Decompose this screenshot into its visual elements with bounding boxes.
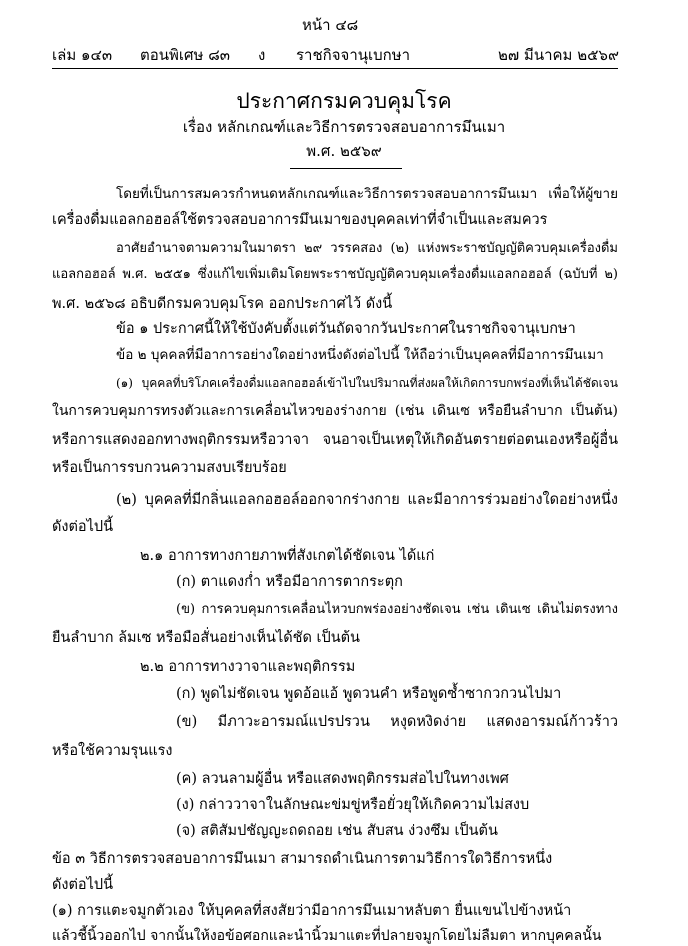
body-line: หรือเป็นการรบกวนความสงบเรียบร้อย	[52, 460, 287, 476]
body-line: ในการควบคุมการทรงตัวและการเคลื่อนไหวของร่างกาย (เช่น เดินเซ หรือยืนลำบาก เป็นต้น)	[52, 403, 618, 419]
body-line: ดังต่อไปนี้	[52, 519, 114, 535]
document-year: พ.ศ. ๒๕๖๙	[306, 142, 382, 160]
body-line: พ.ศ. ๒๕๖๘ อธิบดีกรมควบคุมโรค ออกประกาศไว้ ดังนี้	[52, 296, 393, 312]
document-title: ประกาศกรมควบคุมโรค	[236, 89, 452, 113]
body-line: (๑) การแตะจมูกตัวเอง ให้บุคคลที่สงสัยว่ามีอาการมึนเมาหลับตา ยื่นแขนไปข้างหน้า	[52, 903, 572, 919]
header-rule	[52, 68, 618, 69]
title-rule	[290, 168, 402, 169]
gazette-name: ราชกิจจานุเบกษา	[296, 46, 411, 64]
body-line: ๒.๑ อาการทางกายภาพที่สังเกตได้ชัดเจน ได้แก่	[140, 548, 435, 564]
publication-date: ๒๗ มีนาคม ๒๕๖๙	[498, 46, 619, 64]
body-line: (ข) การควบคุมการเคลื่อนไหวบกพร่องอย่างชัดเจน เช่น เดินเซ เดินไม่ตรงทาง	[176, 602, 618, 617]
body-line: ข้อ ๓ วิธีการตรวจสอบอาการมึนเมา สามารถดำเนินการตามวิธีการใดวิธีการหนึ่ง	[52, 851, 553, 867]
body-line: โดยที่เป็นการสมควรกำหนดหลักเกณฑ์และวิธีการตรวจสอบอาการมึนเมา เพื่อให้ผู้ขาย	[116, 186, 618, 202]
body-line: (ก) พูดไม่ชัดเจน พูดอ้อแอ้ พูดวนคำ หรือพูดซ้ำซากวกวนไปมา	[176, 686, 562, 702]
body-line: (จ) สติสัมปชัญญะถดถอย เช่น สับสน ง่วงซึม เป็นต้น	[176, 823, 498, 839]
body-line: หรือใช้ความรุนแรง	[52, 743, 173, 759]
body-line: ยืนลำบาก ล้มเซ หรือมือสั่นอย่างเห็นได้ชัด เป็นต้น	[52, 630, 360, 646]
body-line: (๑) บุคคลที่บริโภคเครื่องดื่มแอลกอฮอล์เข้าไปในปริมาณที่ส่งผลให้เกิดการบกพร่องที่เห็นได้ชัดเจน	[116, 376, 618, 390]
page-number: หน้า ๔๘	[302, 16, 359, 34]
body-line: ดังต่อไปนี้	[52, 877, 114, 893]
body-line: (๒) บุคคลที่มีกลิ่นแอลกอฮอล์ออกจากร่างกาย และมีอาการร่วมอย่างใดอย่างหนึ่ง	[116, 492, 618, 508]
volume: เล่ม ๑๔๓	[52, 46, 113, 64]
document-subject: เรื่อง หลักเกณฑ์และวิธีการตรวจสอบอาการมึนเมา	[182, 118, 506, 136]
body-line: เครื่องดื่มแอลกอฮอล์ใช้ตรวจสอบอาการมึนเมาของบุคคลเท่าที่จำเป็นและสมควร	[52, 212, 548, 228]
body-line: (ง) กล่าววาจาในลักษณะข่มขู่หรือยั่วยุให้เกิดความไม่สงบ	[176, 797, 530, 813]
body-line: ข้อ ๑ ประกาศนี้ให้ใช้บังคับตั้งแต่วันถัดจากวันประกาศในราชกิจจานุเบกษา	[116, 321, 576, 337]
body-line: (ค) ลวนลามผู้อื่น หรือแสดงพฤติกรรมส่อไปในทางเพศ	[176, 771, 509, 787]
body-line: ข้อ ๒ บุคคลที่มีอาการอย่างใดอย่างหนึ่งดังต่อไปนี้ ให้ถือว่าเป็นบุคคลที่มีอาการมึนเมา	[116, 347, 604, 363]
special-issue: ตอนพิเศษ ๘๓	[140, 46, 231, 64]
section-letter: ง	[258, 46, 266, 64]
body-line: หรือการแสดงออกทางพฤติกรรมหรือวาจา จนอาจเป็นเหตุให้เกิดอันตรายต่อตนเองหรือผู้อื่น	[52, 432, 618, 448]
body-line: (ก) ตาแดงก่ำ หรือมีอาการตากระตุก	[176, 574, 403, 590]
body-line: (ข) มีภาวะอารมณ์แปรปรวน หงุดหงิดง่าย แสดงอารมณ์ก้าวร้าว	[176, 714, 618, 730]
body-line: แอลกอฮอล์ พ.ศ. ๒๕๕๑ ซึ่งแก้ไขเพิ่มเติมโดยพระราชบัญญัติควบคุมเครื่องดื่มแอลกอฮอล์ (ฉบับที่ ๒)	[52, 267, 618, 282]
body-line: อาศัยอำนาจตามความในมาตรา ๒๙ วรรคสอง (๒) แห่งพระราชบัญญัติควบคุมเครื่องดื่ม	[116, 241, 618, 256]
body-line: แล้วชี้นิ้วออกไป จากนั้นให้งอข้อศอกและนำนิ้วมาแตะที่ปลายจมูกโดยไม่ลืมตา หากบุคคลนั้น	[52, 928, 602, 944]
body-line: ๒.๒ อาการทางวาจาและพฤติกรรม	[140, 659, 356, 675]
